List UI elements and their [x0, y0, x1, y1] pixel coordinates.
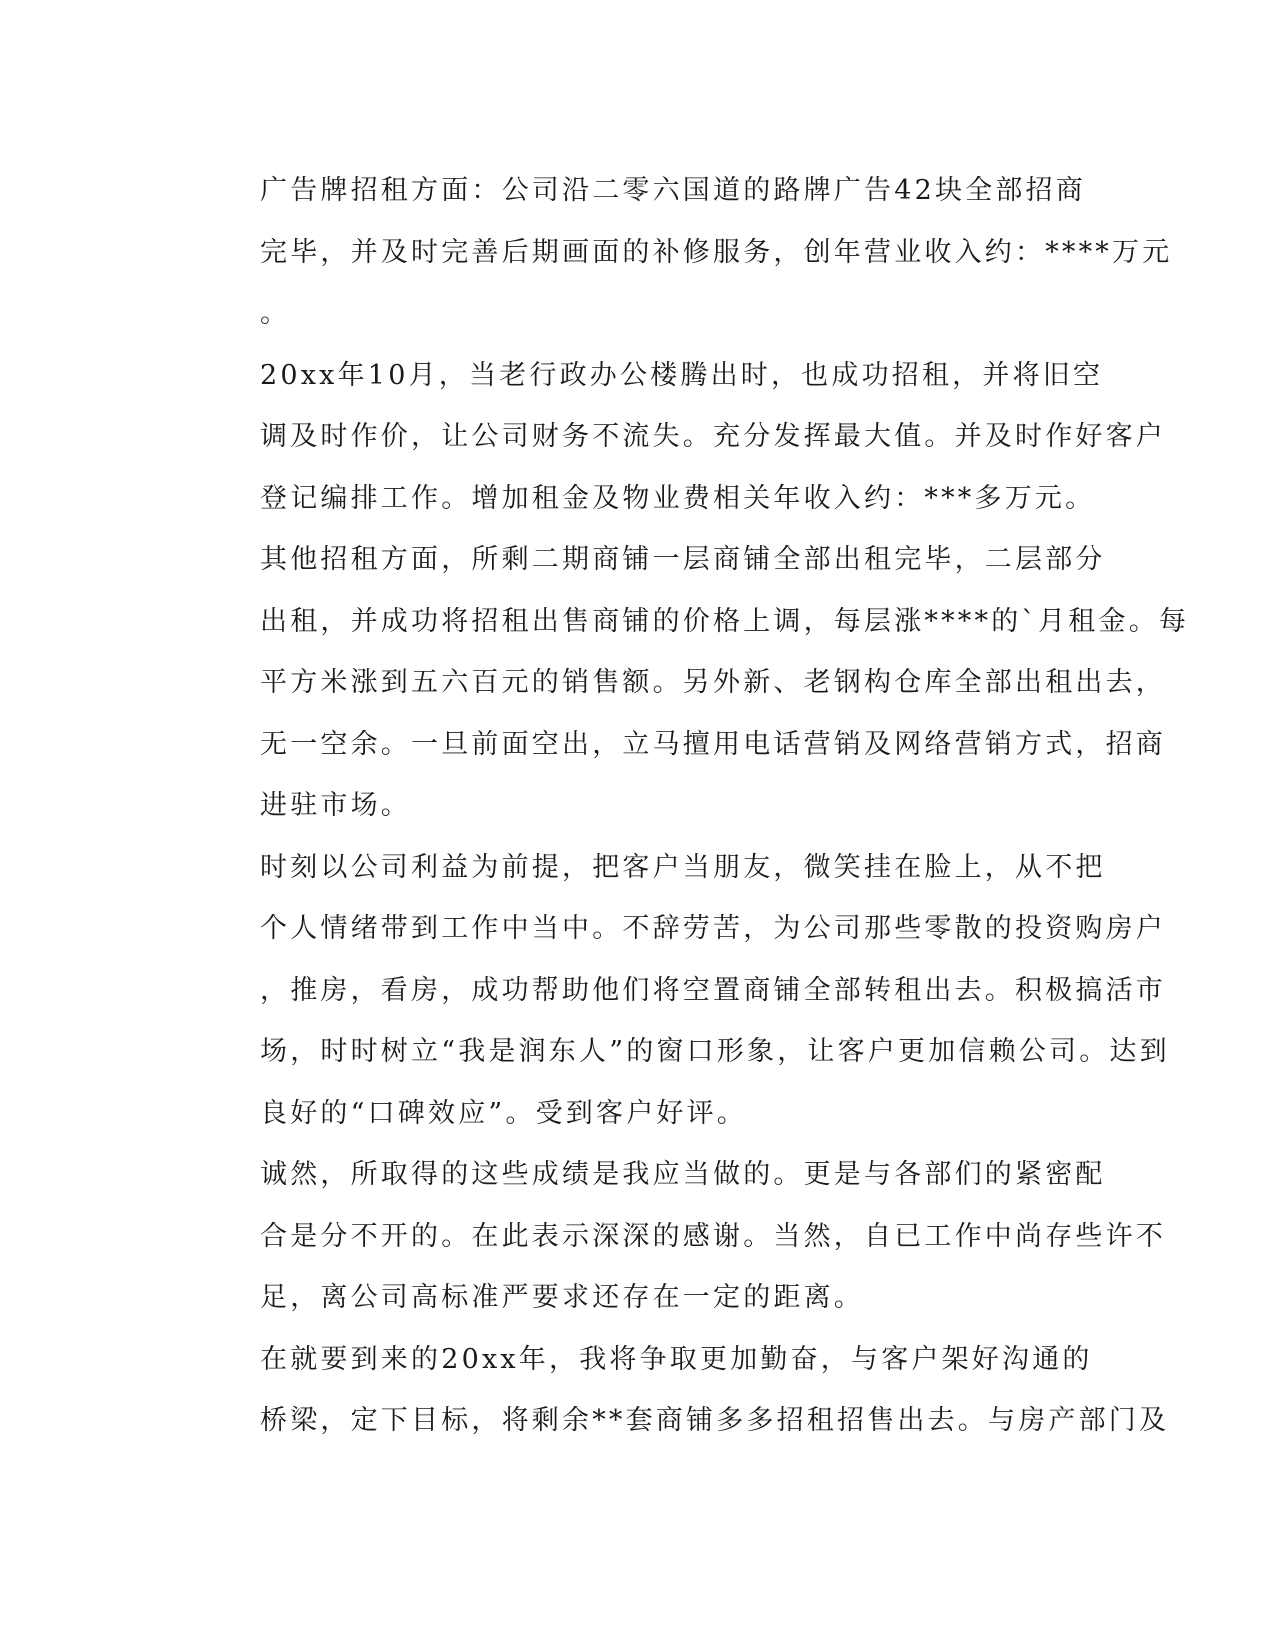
text-line: 。 [260, 298, 291, 329]
paragraph-office-building [189, 345, 1166, 530]
text-line: 登记编排工作。增加租金及物业费相关年收入约：***多万元。 [260, 482, 1096, 514]
text-line: 完毕，并及时完善后期画面的补修服务，创年营业收入约：****万元 [260, 236, 1173, 268]
document-body [189, 160, 1190, 1452]
text-line: 足，离公司高标准严要求还存在一定的距离。 [260, 1282, 864, 1313]
paragraph-acknowledgement [189, 1144, 1166, 1329]
text-line: 进驻市场。 [260, 790, 411, 821]
paragraph-other-leasing [189, 529, 1190, 837]
text-line: 个人情绪带到工作中当中。不辞劳苦，为公司那些零散的投资购房户 [260, 913, 1166, 944]
text-line: 无一空余。一旦前面空出，立马擅用电话营销及网络营销方式，招商 [260, 728, 1166, 760]
text-line: 时刻以公司利益为前提，把客户当朋友，微笑挂在脸上，从不把 [260, 851, 1106, 883]
text-line: 平方米涨到五六百元的销售额。另外新、老钢构仓库全部出租出去， [260, 667, 1166, 698]
text-line: 其他招租方面，所剩二期商铺一层商铺全部出租完毕，二层部分 [260, 544, 1106, 575]
text-line: 广告牌招租方面：公司沿二零六国道的路牌广告42块全部招商 [260, 175, 1086, 206]
text-line: 合是分不开的。在此表示深深的感谢。当然，自已工作中尚存些许不 [260, 1220, 1166, 1252]
text-line: 场，时时树立“我是润东人”的窗口形象，让客户更加信赖公司。达到 [260, 1036, 1170, 1067]
text-line: ，推房，看房，成功帮助他们将空置商铺全部转租出去。积极搞活市 [260, 974, 1166, 1006]
text-line: 在就要到来的20xx年，我将争取更加勤奋，与客户架好沟通的 [260, 1343, 1093, 1375]
text-line: 出租，并成功将招租出售商铺的价格上调，每层涨****的`月租金。每 [260, 605, 1190, 637]
paragraph-next-year-plan [189, 1329, 1170, 1452]
paragraph-billboard-leasing [189, 160, 1173, 345]
text-line: 20xx年10月，当老行政办公楼腾出时，也成功招租，并将旧空 [260, 359, 1104, 391]
text-line: 诚然，所取得的这些成绩是我应当做的。更是与各部们的紧密配 [260, 1159, 1106, 1190]
text-line: 良好的“口碑效应”。受到客户好评。 [260, 1097, 748, 1129]
paragraph-customer-service [189, 837, 1170, 1145]
text-line: 桥梁，定下目标，将剩余**套商铺多多招租招售出去。与房产部门及 [260, 1405, 1170, 1436]
text-line: 调及时作价，让公司财务不流失。充分发挥最大值。并及时作好客户 [260, 421, 1166, 452]
